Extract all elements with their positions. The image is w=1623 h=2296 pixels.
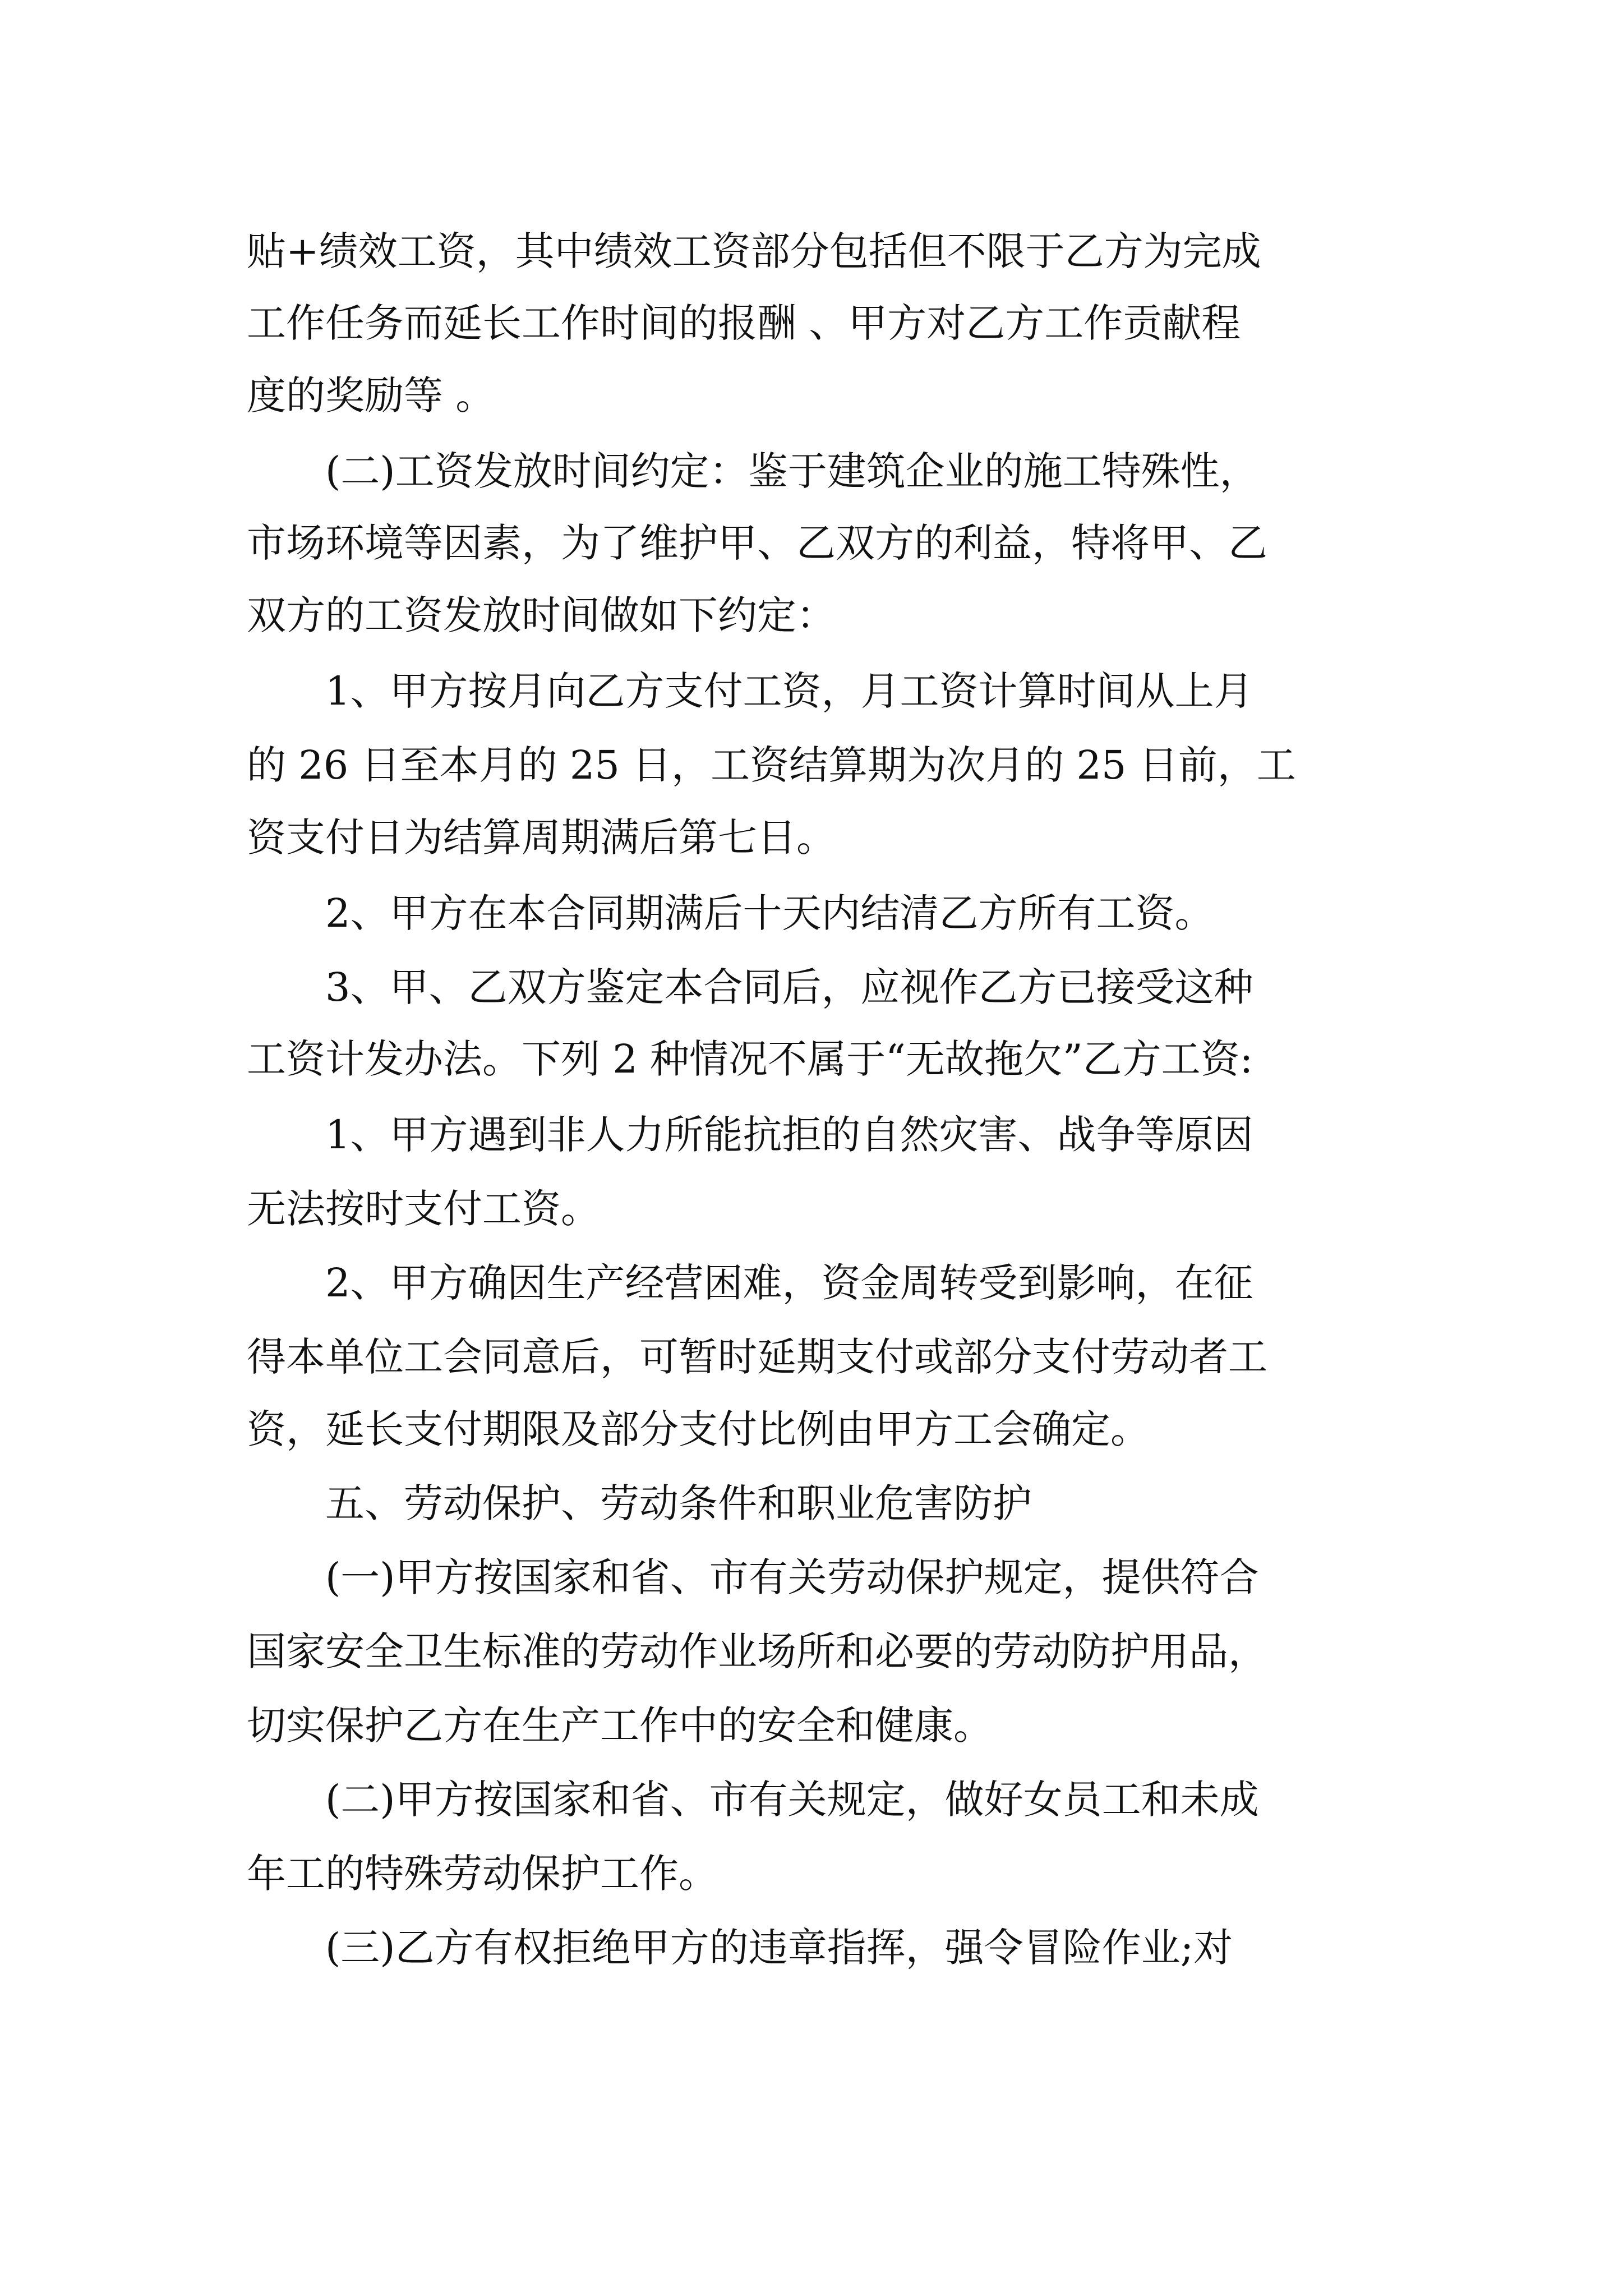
text-line: 2、甲方确因生产经营困难，资金周转受到影响，在征 (325, 1260, 1253, 1306)
text-line: 贴+绩效工资，其中绩效工资部分包括但不限于乙方为完成 (247, 228, 1261, 274)
text-line: 无法按时支付工资。 (247, 1186, 600, 1232)
text-line: 工资计发办法。下列 2 种情况不属于“无故拖欠”乙方工资: (247, 1036, 1253, 1082)
text-line: 工作任务而延长工作时间的报酬 、甲方对乙方工作贡献程 (247, 300, 1241, 346)
text-line: (三)乙方有权拒绝甲方的违章指挥，强令冒险作业;对 (325, 1925, 1233, 1971)
text-line: 年工的特殊劳动保护工作。 (247, 1851, 718, 1897)
text-line: (一)甲方按国家和省、市有关劳动保护规定，提供符合 (325, 1554, 1259, 1600)
text-line: 1、甲方按月向乙方支付工资，月工资计算时间从上月 (325, 668, 1253, 714)
text-line: 2、甲方在本合同期满后十天内结清乙方所有工资。 (325, 890, 1214, 936)
text-line: 资支付日为结算周期满后第七日。 (247, 815, 836, 861)
text-line: 得本单位工会同意后，可暂时延期支付或部分支付劳动者工 (247, 1334, 1267, 1380)
text-line: 市场环境等因素，为了维护甲、乙双方的利益，特将甲、乙 (247, 520, 1267, 566)
text-line: 国家安全卫生标准的劳动作业场所和必要的劳动防护用品， (247, 1628, 1267, 1674)
text-line: 1、甲方遇到非人力所能抗拒的自然灾害、战争等原因 (325, 1112, 1253, 1158)
section-heading: 五、劳动保护、劳动条件和职业危害防护 (325, 1480, 1032, 1526)
text-line: 资，延长支付期限及部分支付比例由甲方工会确定。 (247, 1406, 1150, 1452)
text-line: 切实保护乙方在生产工作中的安全和健康。 (247, 1703, 993, 1749)
text-line: (二)工资发放时间约定：鉴于建筑企业的施工特殊性， (325, 448, 1259, 494)
text-line: 的 26 日至本月的 25 日，工资结算期为次月的 25 日前，工 (247, 742, 1296, 788)
text-line: (二)甲方按国家和省、市有关规定，做好女员工和未成 (325, 1777, 1259, 1823)
text-line: 双方的工资发放时间做如下约定： (247, 592, 836, 638)
text-line: 度的奖励等 。 (247, 372, 495, 418)
text-line: 3、甲、乙双方鉴定本合同后，应视作乙方已接受这种 (325, 964, 1253, 1010)
